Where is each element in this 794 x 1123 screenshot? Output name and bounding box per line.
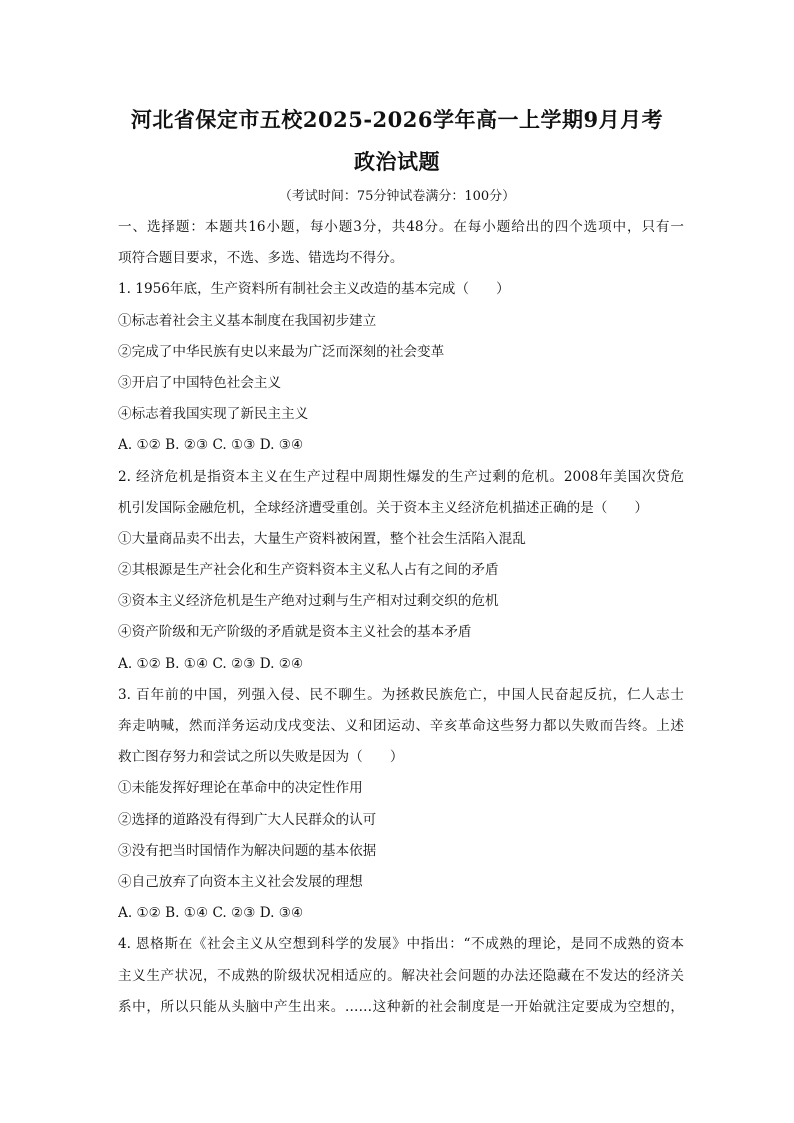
- question-3-option: ③没有把当时国情作为解决问题的基本依据: [118, 842, 377, 859]
- question-1-option: ③开启了中国特色社会主义: [118, 374, 282, 391]
- question-4-stem: 主义生产状况，不成熟的阶级状况相适应的。解决社会问题的办法还隐藏在不发达的经济关: [118, 967, 684, 984]
- question-1-option: ②完成了中华民族有史以来最为广泛而深刻的社会变革: [118, 343, 445, 360]
- exam-content: [118, 212, 684, 1023]
- question-1-choices: A. ①② B. ②③ C. ①③ D. ③④: [118, 437, 304, 454]
- question-3-option: ④自己放弃了向资本主义社会发展的理想: [118, 873, 363, 890]
- question-2-option: ②其根源是生产社会化和生产资料资本主义私人占有之间的矛盾: [118, 562, 499, 579]
- exam-subject: 政治试题: [354, 149, 440, 174]
- question-3-option: ②选择的道路没有得到广大人民群众的认可: [118, 811, 377, 828]
- question-2-option: ③资本主义经济危机是生产绝对过剩与生产相对过剩交织的危机: [118, 593, 499, 610]
- exam-title: 河北省保定市五校2025-2026学年高一上学期9月月考: [130, 107, 664, 132]
- question-2-option: ④资产阶级和无产阶级的矛盾就是资本主义社会的基本矛盾: [118, 624, 472, 641]
- question-2-stem: 2. 经济危机是指资本主义在生产过程中周期性爆发的生产过剩的危机。2008年美国次贷危: [118, 468, 684, 485]
- question-4-stem: 系中，所以只能从头脑中产生出来。……这种新的社会制度是一开始就注定要成为空想的，: [118, 998, 684, 1015]
- question-3-stem: 3. 百年前的中国，列强入侵、民不聊生。为拯救民族危亡，中国人民奋起反抗，仁人志士: [118, 686, 684, 703]
- question-3-stem: 奔走呐喊，然而洋务运动戊戌变法、义和团运动、辛亥革命这些努力都以失败而告终。上述: [118, 718, 684, 734]
- section-intro-line: 项符合题目要求，不选、多选、错选均不得分。: [118, 250, 404, 267]
- question-1-stem: 1. 1956年底，生产资料所有制社会主义改造的基本完成（ ）: [118, 281, 510, 298]
- question-4-stem: 4. 恩格斯在《社会主义从空想到科学的发展》中指出：“不成熟的理论，是同不成熟的资本: [118, 936, 684, 953]
- question-1-option: ①标志着社会主义基本制度在我国初步建立: [118, 312, 377, 329]
- question-3-option: ①未能发挥好理论在革命中的决定性作用: [118, 780, 363, 797]
- section-intro-line: 一、选择题：本题共16小题，每小题3分，共48分。在每小题给出的四个选项中，只有一: [118, 219, 684, 235]
- question-2-stem: 机引发国际金融危机，全球经济遭受重创。关于资本主义经济危机描述正确的是（ ）: [118, 499, 649, 516]
- question-3-choices: A. ①② B. ①④ C. ②③ D. ③④: [118, 905, 304, 922]
- question-3-stem: 救亡图存努力和尝试之所以失败是因为（ ）: [118, 749, 404, 766]
- question-1-option: ④标志着我国实现了新民主主义: [118, 406, 309, 423]
- question-2-choices: A. ①② B. ①④ C. ②③ D. ②④: [118, 655, 304, 672]
- question-2-option: ①大量商品卖不出去，大量生产资料被闲置，整个社会生活陷入混乱: [118, 530, 526, 547]
- exam-info: （考试时间：75分钟试卷满分：100分）: [278, 189, 516, 204]
